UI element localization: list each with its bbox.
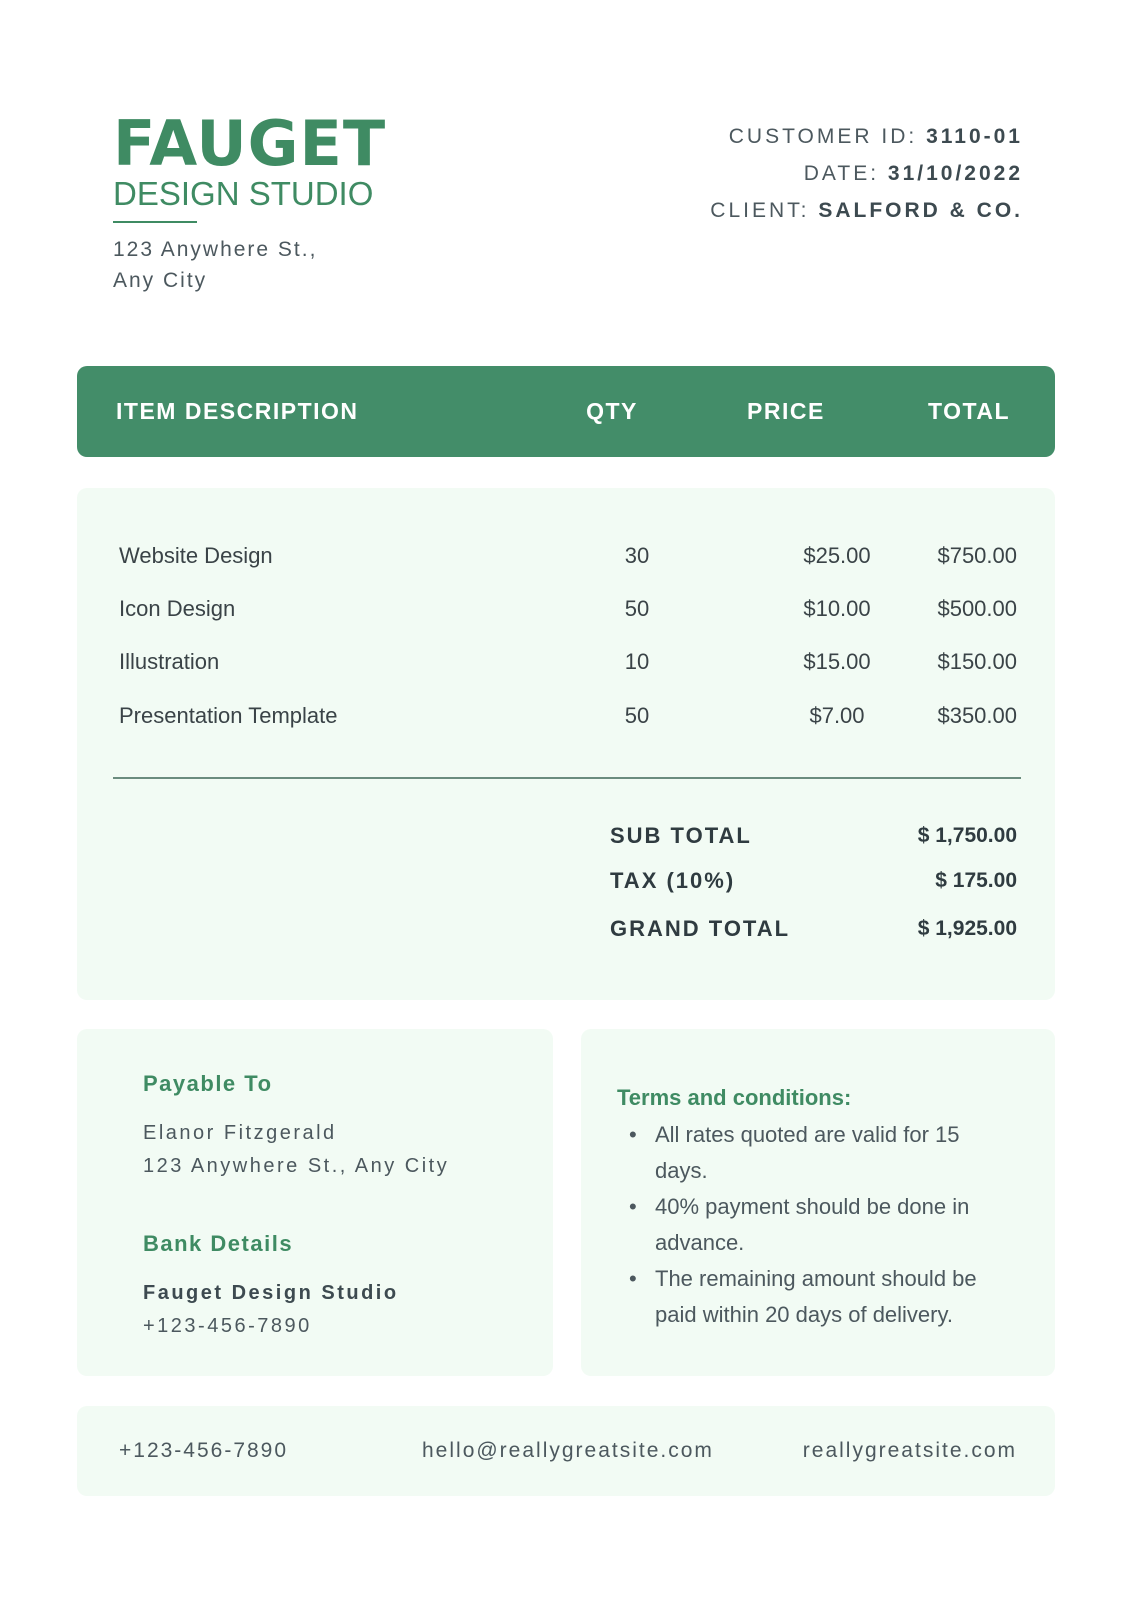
item-total: $150.00 xyxy=(937,649,1017,674)
customer-id-row xyxy=(710,118,1023,155)
payable-name: Elanor Fitzgerald xyxy=(143,1122,337,1144)
table-header xyxy=(77,366,1055,457)
company-address-line2: Any City xyxy=(113,269,208,292)
item-price: $25.00 xyxy=(803,543,871,568)
terms-list xyxy=(617,1117,1065,1333)
footer-bar xyxy=(77,1406,1055,1496)
item-price: $10.00 xyxy=(803,596,871,621)
item-qty: 10 xyxy=(624,649,650,674)
terms-panel xyxy=(581,1029,1055,1376)
table-row xyxy=(77,589,1055,629)
bank-phone: +123-456-7890 xyxy=(143,1315,312,1337)
terms-item-line: days. xyxy=(655,1158,708,1183)
item-price: $15.00 xyxy=(803,649,871,674)
terms-item-line: • All rates quoted are valid for 15 xyxy=(655,1122,960,1147)
item-description: Icon Design xyxy=(119,596,236,621)
bank-name: Fauget Design Studio xyxy=(143,1282,399,1304)
subtotal-row xyxy=(77,816,1055,856)
header-description: ITEM DESCRIPTION xyxy=(116,398,359,424)
tax-row xyxy=(77,861,1055,901)
company-address xyxy=(113,234,317,296)
table-row xyxy=(77,536,1055,576)
item-description: Presentation Template xyxy=(119,703,338,728)
company-name: FAUGET xyxy=(113,107,387,180)
footer-website-link[interactable]: reallygreatsite.com xyxy=(802,1439,1017,1462)
grand-total-label: GRAND TOTAL xyxy=(610,916,791,941)
terms-item-line: advance. xyxy=(655,1230,745,1255)
header-total: TOTAL xyxy=(927,398,1010,424)
item-total: $350.00 xyxy=(937,703,1017,728)
items-panel xyxy=(77,488,1055,1000)
customer-id-label: CUSTOMER ID: xyxy=(728,125,918,148)
item-description: Illustration xyxy=(119,649,220,674)
customer-id-value: 3110-01 xyxy=(926,125,1023,148)
header-price: PRICE xyxy=(747,398,825,424)
date-value: 31/10/2022 xyxy=(887,162,1023,185)
payable-heading: Payable To xyxy=(143,1071,273,1096)
footer-email-link[interactable]: hello@reallygreatsite.com xyxy=(422,1439,714,1462)
item-description: Website Design xyxy=(119,543,273,568)
date-label: DATE: xyxy=(803,162,880,185)
bank-heading: Bank Details xyxy=(143,1231,294,1256)
brand-divider xyxy=(113,221,197,223)
item-total: $750.00 xyxy=(937,543,1017,568)
terms-item xyxy=(655,1261,1065,1333)
item-total: $500.00 xyxy=(937,596,1017,621)
grand-total-row xyxy=(77,909,1055,949)
client-row xyxy=(710,192,1023,229)
tax-label: TAX (10%) xyxy=(610,868,736,893)
invoice-meta xyxy=(710,118,1023,229)
terms-item xyxy=(655,1189,1065,1261)
client-value: SALFORD & CO. xyxy=(818,199,1023,222)
payable-address: 123 Anywhere St., Any City xyxy=(143,1155,450,1177)
date-row xyxy=(710,155,1023,192)
client-label: CLIENT: xyxy=(710,199,810,222)
items-divider xyxy=(113,777,1021,779)
grand-total-value: $ 1,925.00 xyxy=(917,917,1017,940)
payable-panel xyxy=(77,1029,553,1376)
header-qty: QTY xyxy=(586,398,638,424)
subtotal-value: $ 1,750.00 xyxy=(917,824,1017,847)
item-qty: 50 xyxy=(624,596,650,621)
terms-item-line: • 40% payment should be done in xyxy=(655,1194,970,1219)
item-price: $7.00 xyxy=(809,703,865,728)
footer-phone: +123-456-7890 xyxy=(119,1439,289,1462)
item-qty: 30 xyxy=(624,543,650,568)
table-row xyxy=(77,696,1055,736)
terms-item-line: • The remaining amount should be xyxy=(655,1266,977,1291)
terms-item xyxy=(655,1117,1065,1189)
tax-value: $ 175.00 xyxy=(935,869,1017,892)
company-address-line1: 123 Anywhere St., xyxy=(113,238,318,261)
table-row xyxy=(77,642,1055,682)
terms-item-line: paid within 20 days of delivery. xyxy=(655,1302,953,1327)
subtotal-label: SUB TOTAL xyxy=(610,823,752,848)
company-subtitle: DESIGN STUDIO xyxy=(113,175,374,212)
item-qty: 50 xyxy=(624,703,650,728)
terms-heading: Terms and conditions: xyxy=(617,1085,852,1110)
